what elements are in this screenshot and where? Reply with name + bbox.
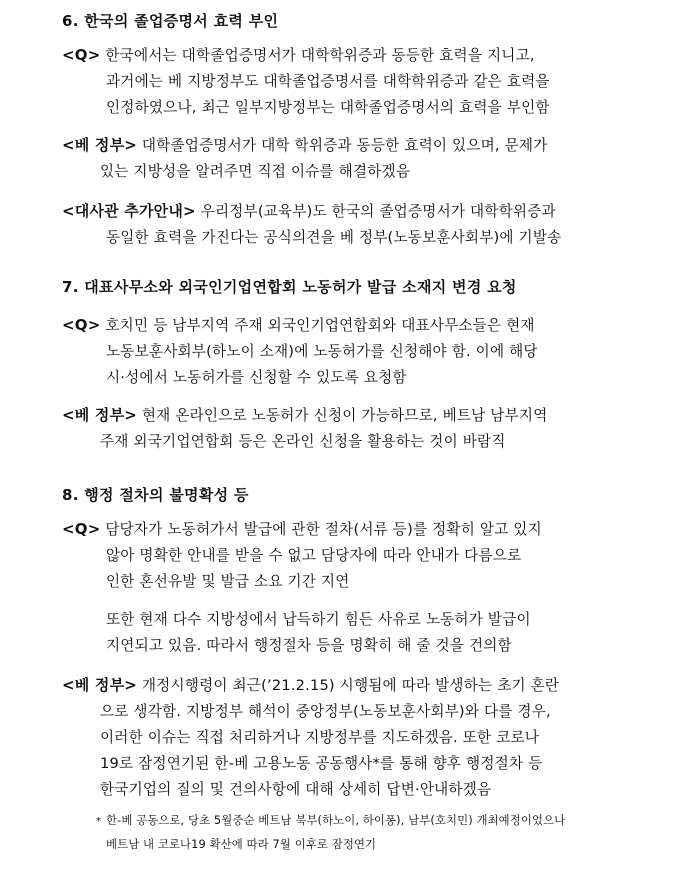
section-6-embassy-text-1: 우리정부(교육부)도 한국의 졸업증명서가 대학학위증과: [200, 203, 556, 220]
section-7-q-text-1: 호치민 등 남부지역 주재 외국인기업연합회와 대표사무소들은 현재: [105, 317, 535, 334]
section-7-q-line-1: [62, 314, 535, 335]
section-8-q-line-1: [62, 518, 542, 539]
footnote-marker: *: [96, 816, 101, 827]
government-label: <베 정부>: [62, 406, 138, 424]
embassy-label: <대사관 추가안내>: [62, 202, 196, 220]
section-7-title: 7. 대표사무소와 외국인기업연합회 노동허가 발급 소재지 변경 요청: [62, 278, 517, 296]
section-6-title: 6. 한국의 졸업증명서 효력 부인: [62, 12, 279, 30]
section-7-gov-text-1: 현재 온라인으로 노동허가 신청이 가능하므로, 베트남 남부지역: [141, 407, 548, 424]
government-label: <베 정부>: [62, 136, 138, 154]
section-8-gov-line-5: 한국기업의 질의 및 건의사항에 대해 상세히 답변·안내하겠음: [100, 781, 492, 798]
section-6-gov-line-1: [62, 134, 548, 155]
section-6-embassy-line-2: 동일한 효력을 가진다는 공식의견을 베 정부(노동보훈사회부)에 기발송: [106, 229, 562, 246]
footnote-line-1: 한-베 공동으로, 당초 5월중순 베트남 북부(하노이, 하이퐁), 남부(호치민) 개최예정이었으나: [106, 813, 566, 827]
section-6-embassy-line-1: [62, 200, 556, 221]
section-6-gov-line-2: 있는 지방성을 알려주면 직접 이슈를 해결하겠음: [100, 163, 411, 180]
section-8-gov-line-1: [62, 674, 559, 695]
footnote-line-2: 베트남 내 코로나19 확산에 따라 7월 이후로 잠정연기: [106, 837, 377, 851]
government-label: <베 정부>: [62, 676, 138, 694]
section-7-gov-line-1: [62, 404, 548, 425]
section-6-gov-text-1: 대학졸업증명서가 대학 학위증과 동등한 효력이 있으며, 문제가: [141, 137, 548, 154]
section-8-gov-line-4: 19로 잠정연기된 한-베 고용노동 공동행사*를 통해 향후 행정절차 등: [100, 755, 543, 772]
section-7-q-line-3: 시·성에서 노동허가를 신청할 수 있도록 요청함: [106, 369, 407, 386]
question-label: <Q>: [62, 46, 101, 64]
section-8-gov-line-3: 이러한 이슈는 직접 처리하거나 지방정부를 지도하겠음. 또한 코로나: [100, 729, 540, 746]
section-8-q-line-3: 인한 혼선유발 및 발급 소요 기간 지연: [106, 573, 350, 590]
section-7-gov-line-2: 주재 외국기업연합회 등은 온라인 신청을 활용하는 것이 바람직: [100, 433, 506, 450]
section-6-q-line-2: 과거에는 베 지방정부도 대학졸업증명서를 대학학위증과 같은 효력을: [106, 73, 550, 90]
section-8-gov-line-2: 으로 생각함. 지방정부 해석이 중앙정부(노동보훈사회부)와 다를 경우,: [100, 703, 551, 720]
section-8-q-text-1: 담당자가 노동허가서 발급에 관한 절차(서류 등)를 정확히 알고 있지: [105, 521, 542, 538]
section-7-q-line-2: 노동보훈사회부(하노이 소재)에 노동허가를 신청해야 함. 이에 해당: [106, 343, 538, 360]
question-label: <Q>: [62, 316, 101, 334]
section-6-q-line-3: 인정하였으나, 최근 일부지방정부는 대학졸업증명서의 효력을 부인함: [106, 99, 550, 116]
section-6-q-text-1: 한국에서는 대학졸업증명서가 대학학위증과 동등한 효력을 지니고,: [105, 47, 535, 64]
section-6-q-line-1: [62, 44, 535, 65]
section-8-q-line-2: 않아 명확한 안내를 받을 수 없고 담당자에 따라 안내가 다름으로: [106, 547, 522, 564]
section-8-title: 8. 행정 절차의 불명확성 등: [62, 486, 249, 504]
section-8-q2-line-2: 지연되고 있음. 따라서 행정절차 등을 명확히 해 줄 것을 건의함: [106, 637, 512, 654]
section-8-gov-text-1: 개정시행령이 최근(’21.2.15) 시행됨에 따라 발생하는 초기 혼란: [141, 677, 560, 694]
question-label: <Q>: [62, 520, 101, 538]
section-8-q2-line-1: 또한 현재 다수 지방성에서 납득하기 힘든 사유로 노동허가 발급이: [106, 611, 531, 628]
